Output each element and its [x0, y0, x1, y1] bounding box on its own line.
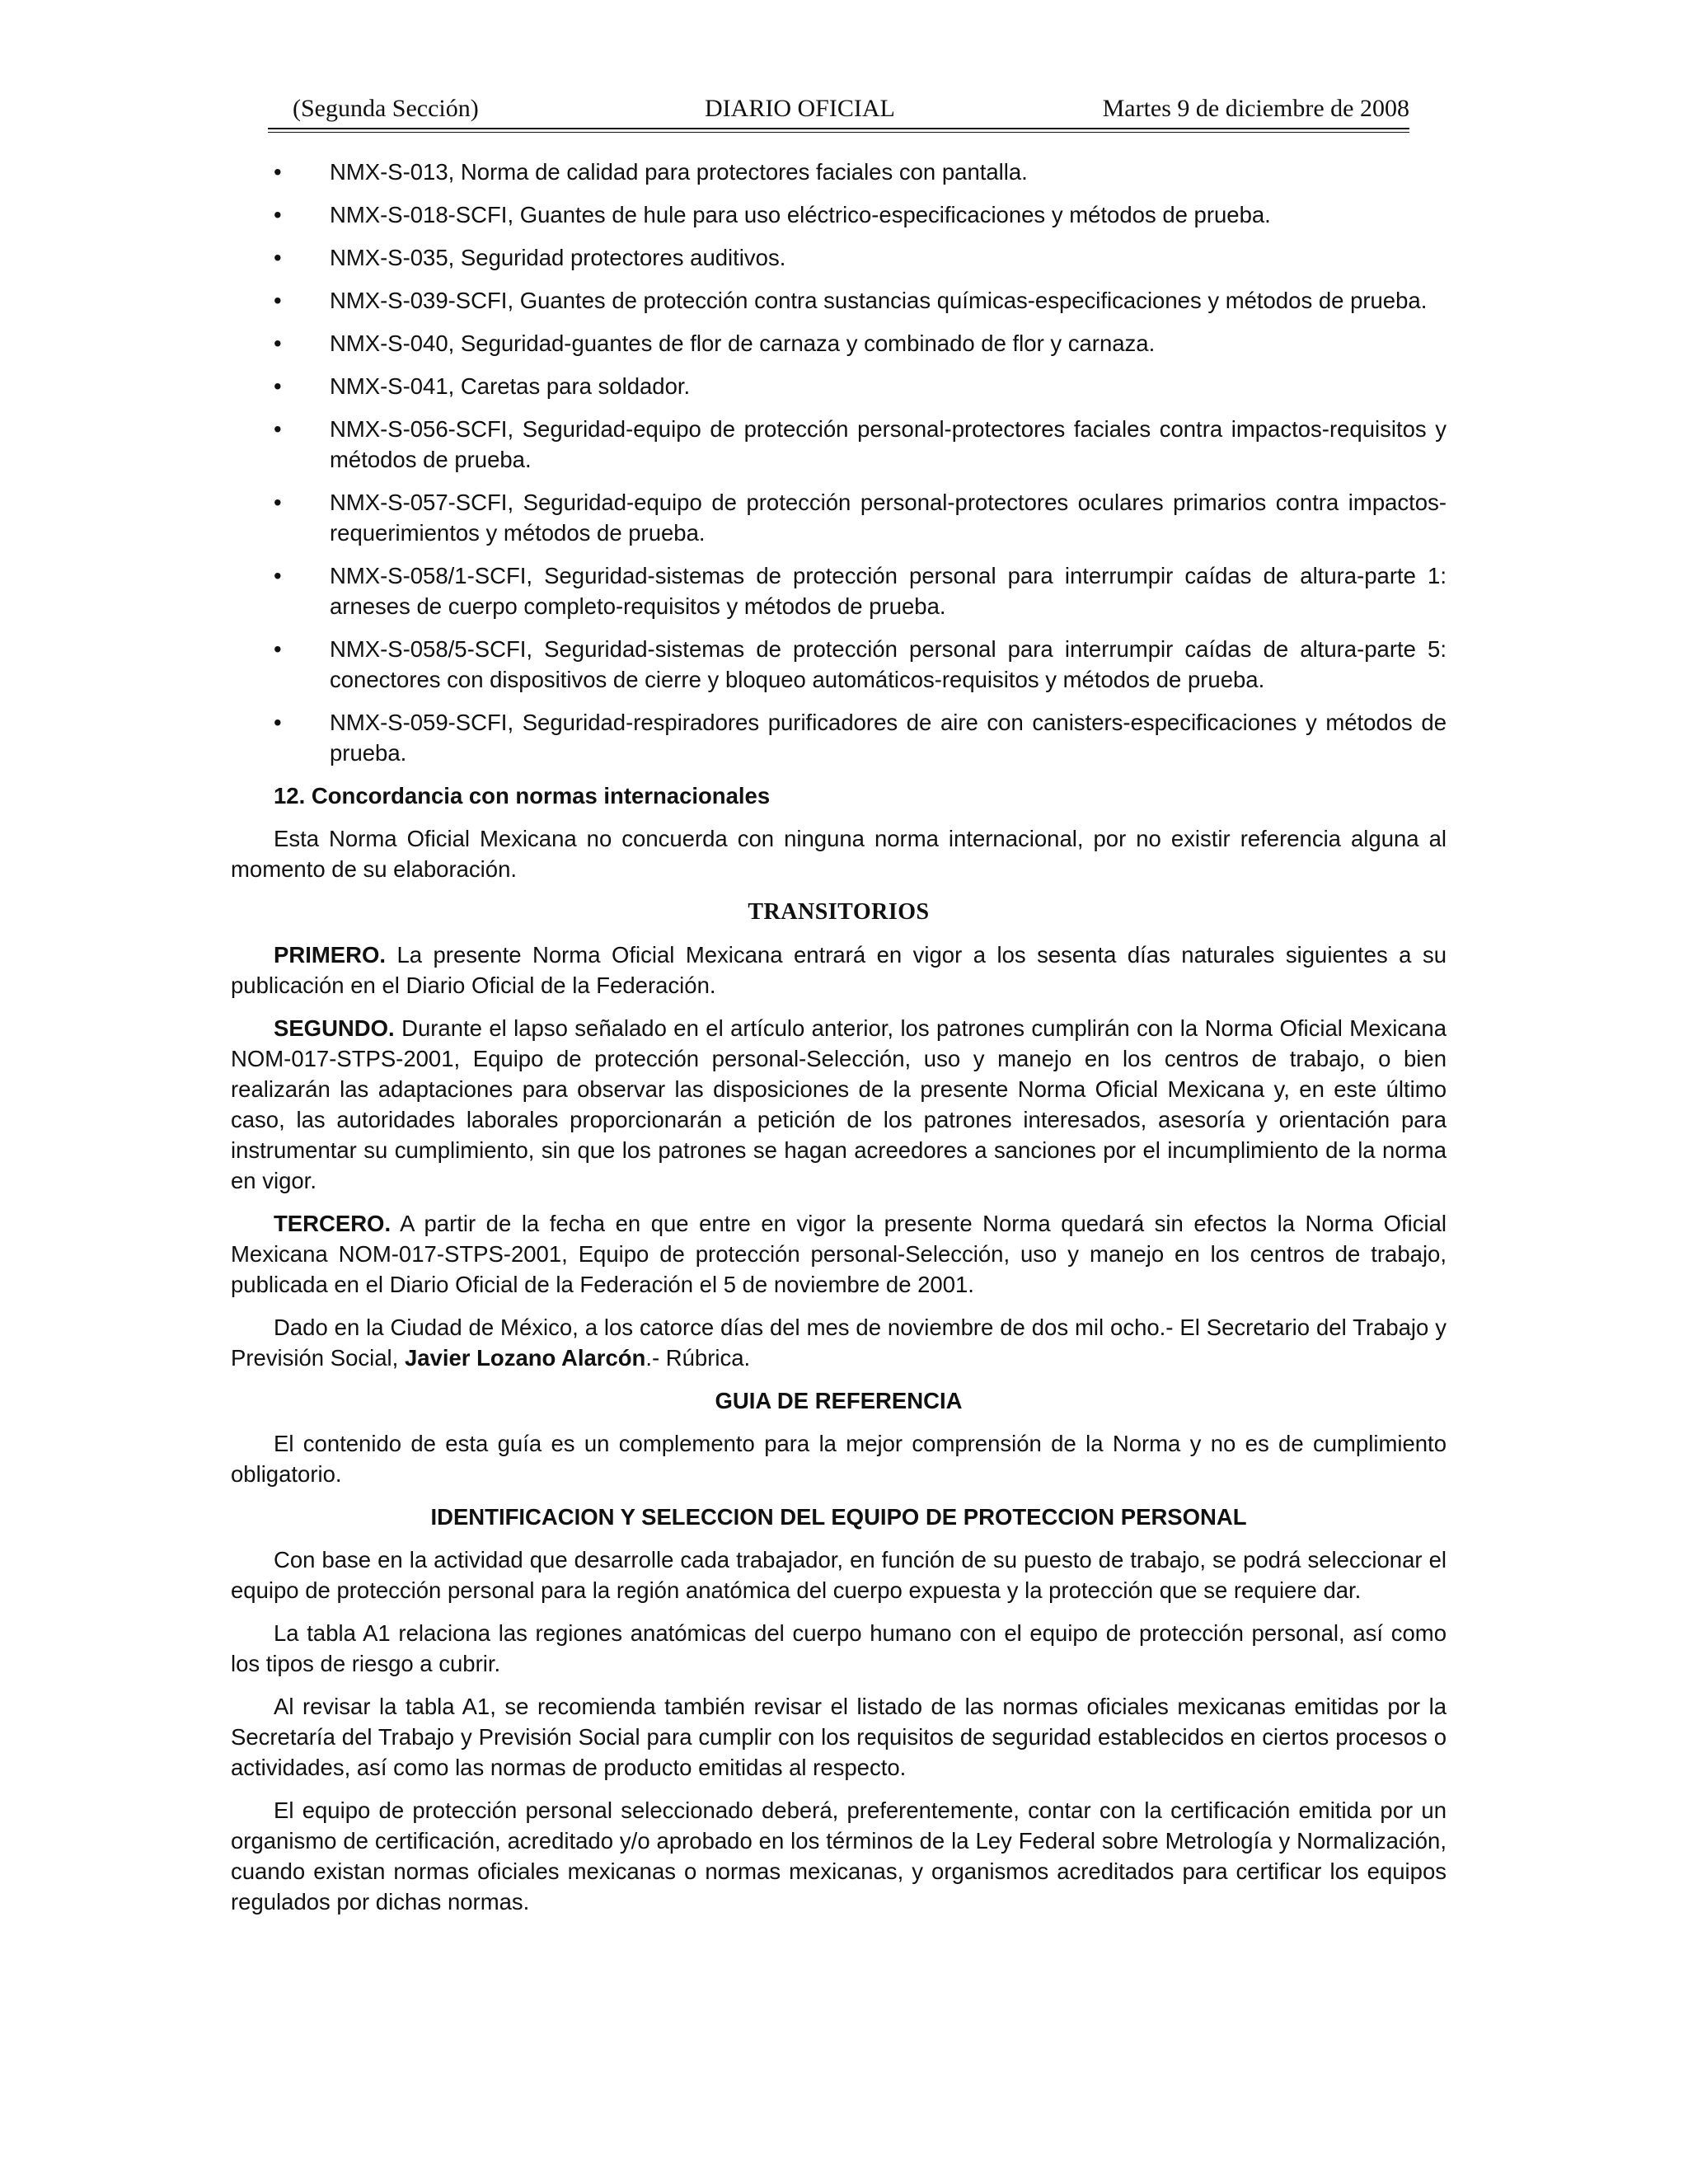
bullet: •	[274, 159, 282, 185]
dado-end: .- Rúbrica.	[645, 1345, 751, 1371]
list-item	[231, 707, 1447, 768]
list-item	[231, 242, 1447, 273]
guia-paragraph: Al revisar la tabla A1, se recomienda también revisar el listado de las normas oficiales mexicanas emitidas por la Secretaría del Trabajo y Previsión Social para cumplir con los requisitos de seguridad establecidos en ciertos procesos o actividades, así como las normas de producto emitidas al respecto.	[231, 1694, 1447, 1780]
header-date: Martes 9 de diciembre de 2008	[1102, 95, 1409, 122]
primero-paragraph	[231, 940, 1447, 1001]
transitorios-title: TRANSITORIOS	[748, 899, 930, 925]
section-12-paragraph: Esta Norma Oficial Mexicana no concuerda con ninguna norma internacional, por no existir referencia alguna al momento de su elaboración.	[231, 826, 1447, 882]
tercero-paragraph	[231, 1208, 1447, 1300]
list-item	[231, 199, 1447, 230]
document-body	[231, 157, 1447, 1929]
segundo-text: Durante el lapso señalado en el artículo anterior, los patrones cumplirán con la Norma Oficial Mexicana NOM-017-STPS-2001, Equipo de protección personal-Selección, uso y manejo en los centros de trabajo, o bien realizarán las adaptaciones para observar las disposiciones de la presente Norma Oficial Mexicana y, en este último caso, las autoridades laborales proporcionarán a petición de los patrones interesados, asesoría y orientación para instrumentar su cumplimiento, sin que los patrones se hagan acreedores a sanciones por el incumplimiento de la norma en vigor.	[231, 1015, 1447, 1193]
guia-paragraph: La tabla A1 relaciona las regiones anatómicas del cuerpo humano con el equipo de protección personal, así como los tipos de riesgo a cubrir.	[231, 1620, 1447, 1676]
signer-name: Javier Lozano Alarcón	[404, 1345, 646, 1371]
bullet: •	[274, 416, 282, 442]
list-item-text: NMX-S-035, Seguridad protectores auditivos.	[330, 245, 786, 270]
bullet: •	[274, 330, 282, 356]
bullet: •	[274, 373, 282, 399]
list-item-text: NMX-S-041, Caretas para soldador.	[330, 373, 691, 399]
list-item	[231, 487, 1447, 548]
bullet: •	[274, 563, 282, 588]
bullet: •	[274, 202, 282, 227]
header-section: (Segunda Sección)	[293, 95, 479, 122]
list-item	[231, 157, 1447, 187]
bullet: •	[274, 245, 282, 270]
guia-paragraph: El equipo de protección personal seleccionado deberá, preferentemente, contar con la certificación emitida por un organismo de certificación, acreditado y/o aprobado en los términos de la Ley Federal sobre Metrología y Normalización, cuando existan normas oficiales mexicanas o normas mexicanas, y organismos acreditados para certificar los equipos regulados por dichas normas.	[231, 1797, 1447, 1915]
list-item-text: NMX-S-057-SCFI, Seguridad-equipo de protección personal-protectores oculares primarios contra impactos-requerimientos y métodos de prueba.	[330, 490, 1447, 546]
list-item	[231, 414, 1447, 475]
guia-intro: El contenido de esta guía es un complemento para la mejor comprensión de la Norma y no es de cumplimiento obligatorio.	[231, 1431, 1447, 1487]
dado-text: Dado en la Ciudad de México, a los catorce días del mes de noviembre de dos mil ocho.- El Secretario del Trabajo y Previsión Social,	[231, 1315, 1447, 1371]
guia-subtitle: IDENTIFICACION Y SELECCION DEL EQUIPO DE PROTECCION PERSONAL	[430, 1504, 1247, 1530]
list-item-text: NMX-S-056-SCFI, Seguridad-equipo de protección personal-protectores faciales contra impactos-requisitos y métodos de prueba.	[330, 416, 1447, 472]
list-item-text: NMX-S-013, Norma de calidad para protectores faciales con pantalla.	[330, 159, 1028, 185]
dado-paragraph	[231, 1312, 1447, 1373]
primero-lead: PRIMERO.	[274, 942, 386, 968]
bullet: •	[274, 490, 282, 515]
list-item	[231, 328, 1447, 359]
header-publication: DIARIO OFICIAL	[705, 95, 895, 122]
bullet: •	[274, 710, 282, 735]
list-item	[231, 560, 1447, 621]
list-item	[231, 634, 1447, 695]
list-item-text: NMX-S-059-SCFI, Seguridad-respiradores purificadores de aire con canisters-especificaciones y métodos de prueba.	[330, 710, 1447, 766]
guia-title: GUIA DE REFERENCIA	[715, 1388, 963, 1413]
list-item	[231, 285, 1447, 316]
tercero-text: A partir de la fecha en que entre en vigor la presente Norma quedará sin efectos la Norma Oficial Mexicana NOM-017-STPS-2001, Equipo de protección personal-Selección, uso y manejo en los centros de trabajo, publicada en el Diario Oficial de la Federación el 5 de noviembre de 2001.	[231, 1211, 1447, 1297]
primero-text: La presente Norma Oficial Mexicana entrará en vigor a los sesenta días naturales siguientes a su publicación en el Diario Oficial de la Federación.	[231, 942, 1447, 998]
list-item	[231, 371, 1447, 401]
list-item-text: NMX-S-040, Seguridad-guantes de flor de carnaza y combinado de flor y carnaza.	[330, 330, 1156, 356]
list-item-text: NMX-S-039-SCFI, Guantes de protección contra sustancias químicas-especificaciones y métodos de prueba.	[330, 288, 1428, 313]
section-12-title: 12. Concordancia con normas internacionales	[274, 783, 771, 808]
segundo-lead: SEGUNDO.	[274, 1015, 395, 1041]
bullet: •	[274, 288, 282, 313]
tercero-lead: TERCERO.	[274, 1211, 392, 1236]
norms-list	[231, 157, 1447, 768]
header-rule	[268, 128, 1409, 133]
page-header	[268, 95, 1409, 129]
bullet: •	[274, 636, 282, 662]
guia-paragraph: Con base en la actividad que desarrolle cada trabajador, en función de su puesto de trabajo, se podrá seleccionar el equipo de protección personal para la región anatómica del cuerpo expuesta y la protección que se requiere dar.	[231, 1547, 1447, 1603]
segundo-paragraph	[231, 1013, 1447, 1196]
list-item-text: NMX-S-058/1-SCFI, Seguridad-sistemas de protección personal para interrumpir caídas de altura-parte 1: arneses de cuerpo completo-requisitos y métodos de prueba.	[330, 563, 1447, 619]
list-item-text: NMX-S-018-SCFI, Guantes de hule para uso eléctrico-especificaciones y métodos de prueba.	[330, 202, 1271, 227]
list-item-text: NMX-S-058/5-SCFI, Seguridad-sistemas de protección personal para interrumpir caídas de altura-parte 5: conectores con dispositivos de cierre y bloqueo automáticos-requisitos y métodos de prueba.	[330, 636, 1447, 692]
